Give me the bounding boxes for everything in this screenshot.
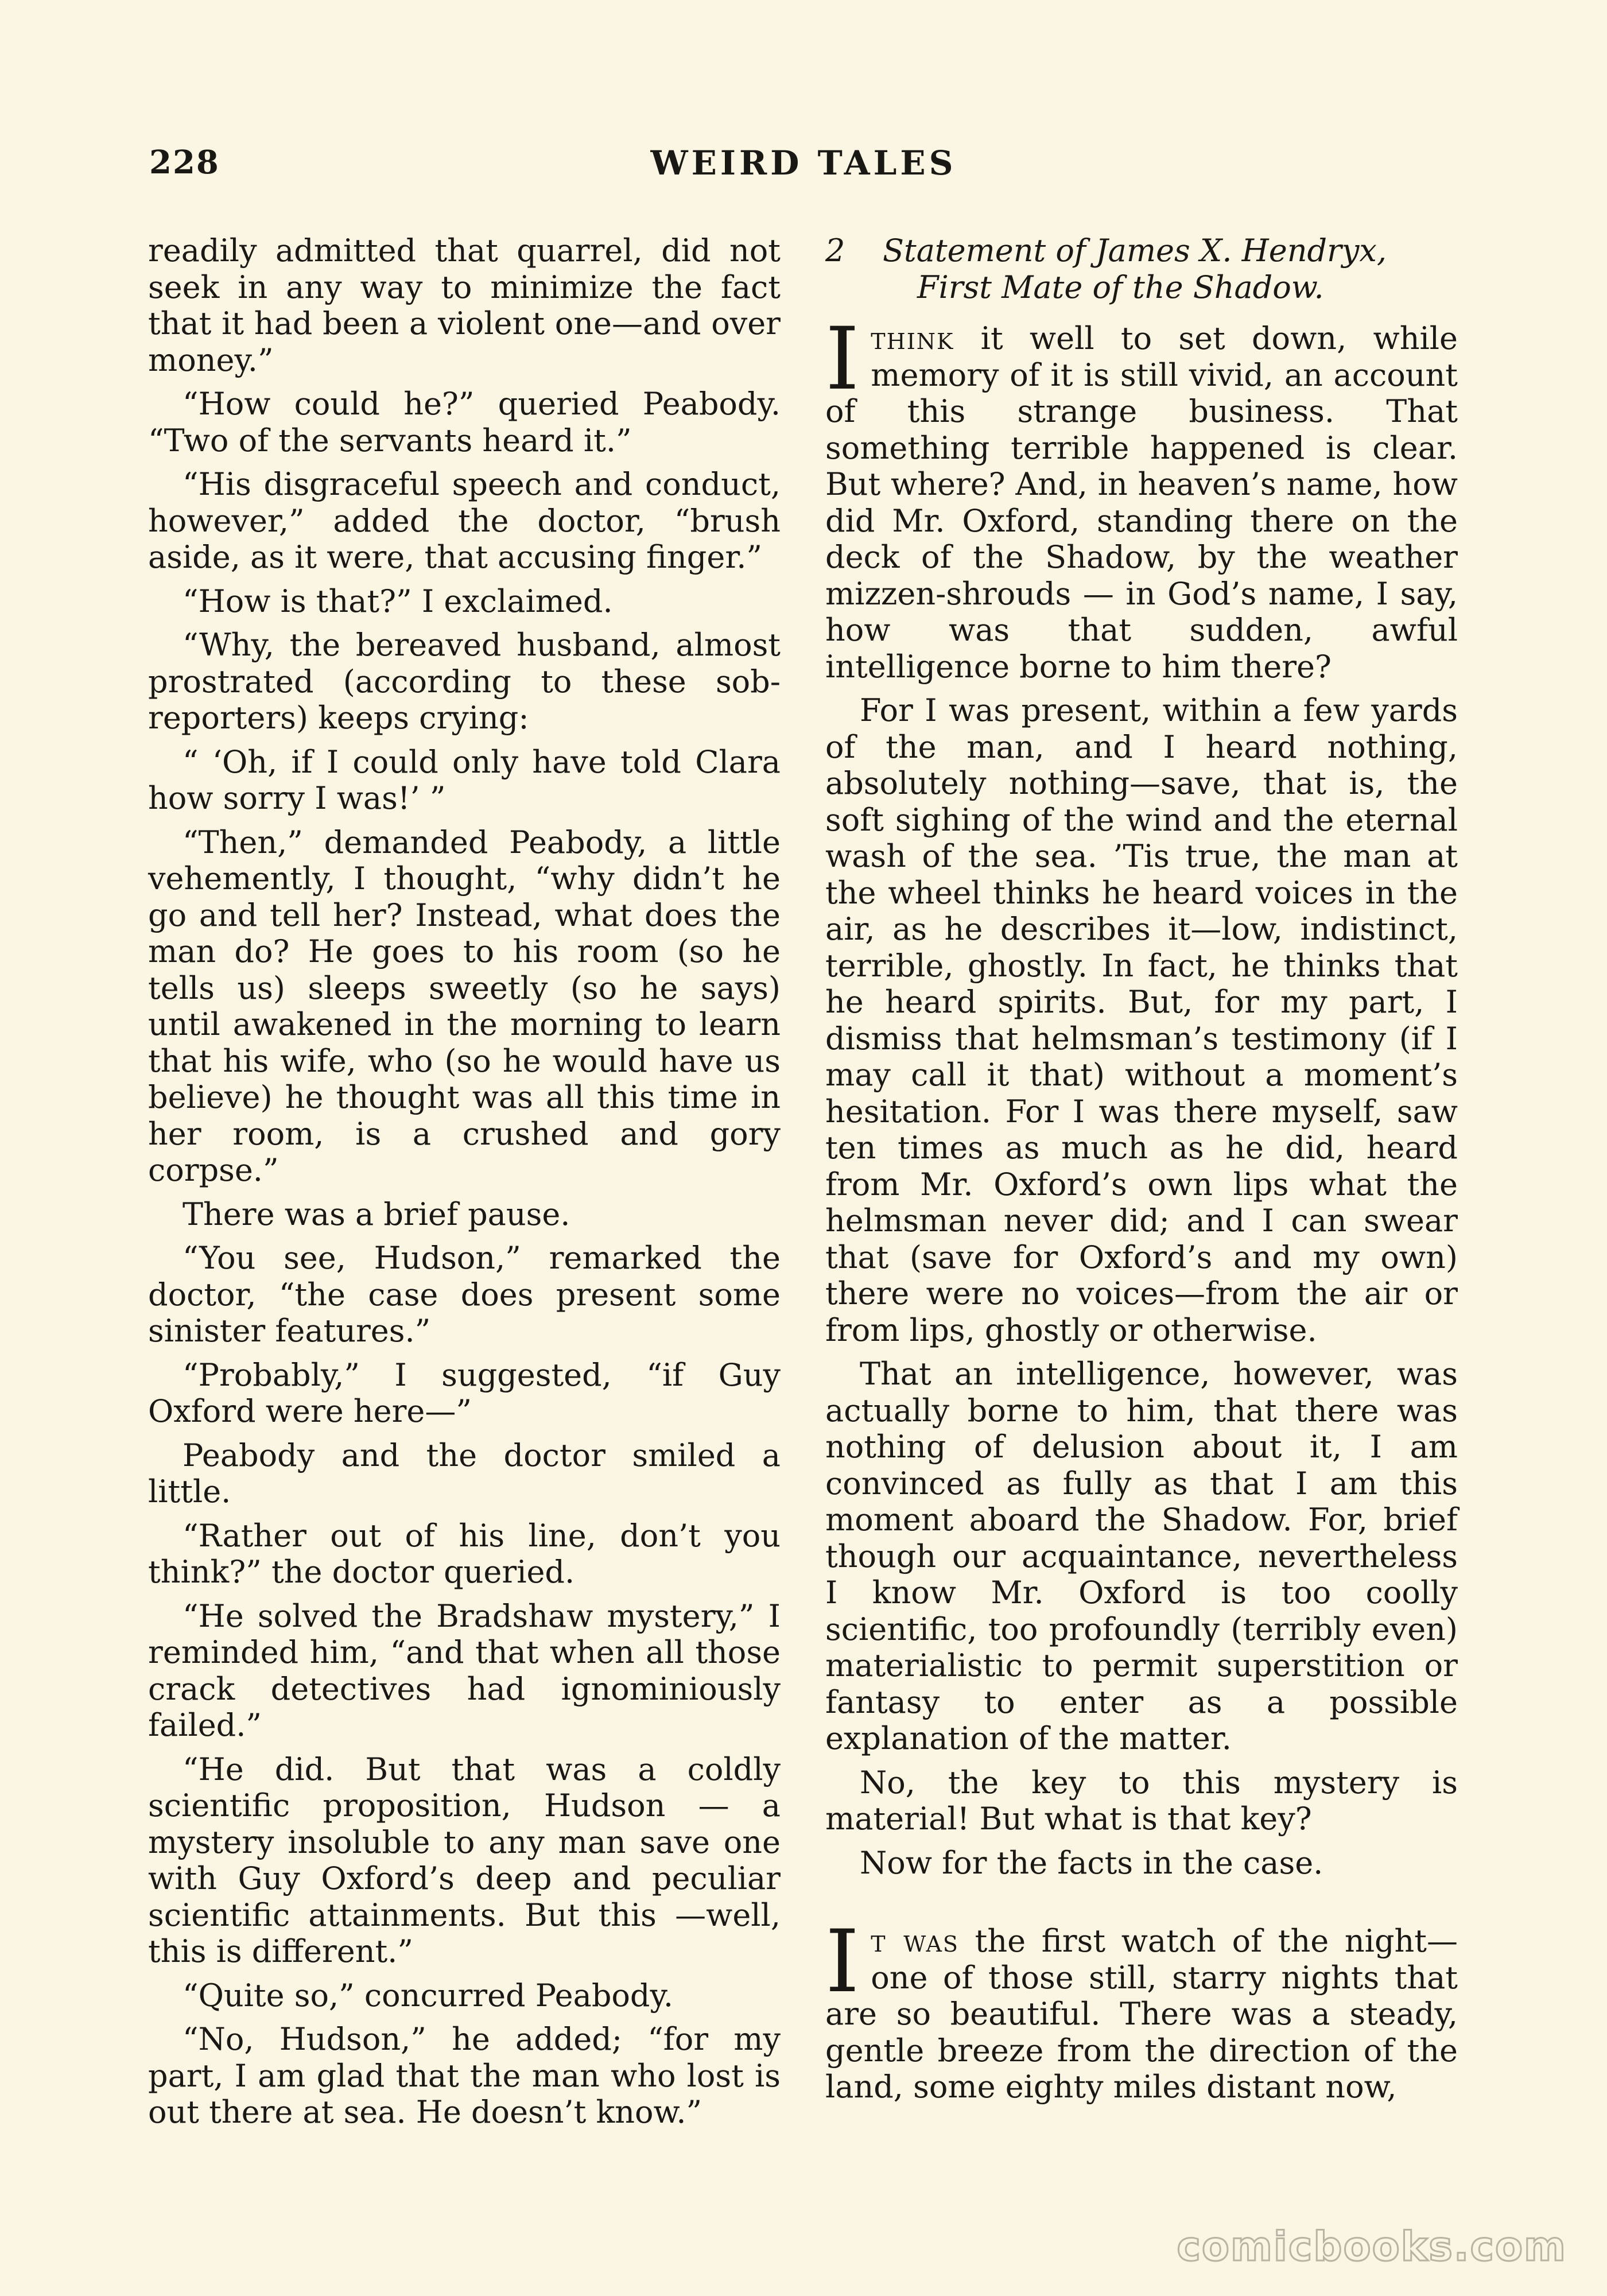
paragraph: “Then,” demanded Peabody, a little vehemently, I thought, “why didn’t he go and tell her? Instead, what does the man do? He goes to his room (so he tells us) sleeps sweetly (so he says) until awakened in the morning to learn that his wife, who (so he would have us believe) he thought was all this time in her room, is a crushed and gory corpse.” <box>148 824 781 1188</box>
paragraph: “Why, the bereaved husband, almost prostrated (according to these sob-reporters) keeps crying: <box>148 627 781 736</box>
small-caps-lead: t was <box>871 1923 959 1959</box>
statement-line-1: Statement of James X. Hendryx, <box>883 232 1387 269</box>
paragraph: “How could he?” queried Peabody. “Two of the servants heard it.” <box>148 386 781 459</box>
paragraph: Peabody and the doctor smiled a little. <box>148 1437 781 1510</box>
paragraph-text: it well to set down, while memory of it is still vivid, an account of this strange business. That something terrible happened is clear. But where? And, in heaven’s name, how did Mr. Oxford, standing there on the deck of the Shadow, by the weather mizzen-shrouds — in God’s name, I say, how was that sudden, awful intelligence borne to him there? <box>825 320 1458 685</box>
paragraph: That an intelligence, however, was actually borne to him, that there was nothing of delusion about it, I am convinced as fully as that I am this moment aboard the Shadow. For, brief though our acquaintance, nevertheless I know Mr. Oxford is too coolly scientific, too profoundly (terribly even) materialistic to permit superstition or fantasy to enter as a possible explanation of the matter. <box>825 1356 1458 1756</box>
page-number: 228 <box>149 144 220 181</box>
right-column <box>825 232 1458 2113</box>
small-caps-lead: think <box>871 320 954 356</box>
paragraph: “You see, Hudson,” remarked the doctor, “the case does present some sinister features.” <box>148 1240 781 1349</box>
statement-number: 2 <box>825 232 845 269</box>
paragraph: “He did. But that was a coldly scientific proposition, Hudson — a mystery insoluble to any man save one with Guy Oxford’s deep and peculiar scientific attainments. But this —well, this is different.” <box>148 1751 781 1969</box>
statement-line-2: First Mate of the Shadow. <box>917 269 1324 305</box>
paragraph: “No, Hudson,” he added; “for my part, I am glad that the man who lost is out there at sea. He doesn’t know.” <box>148 2021 781 2130</box>
paragraph: There was a brief pause. <box>183 1196 570 1232</box>
paragraph <box>825 1912 1458 2105</box>
paragraph: No, the key to this mystery is material! But what is that key? <box>825 1764 1458 1837</box>
paragraph-text: the first watch of the night—one of those still, starry nights that are so beautiful. There was a steady, gentle breeze from the direction of the land, some eighty miles distant now, <box>825 1923 1458 2105</box>
drop-cap: I <box>825 309 860 409</box>
page-header <box>149 144 1458 189</box>
paragraph: “How is that?” I exclaimed. <box>183 583 613 619</box>
paragraph: “His disgraceful speech and conduct, however,” added the doctor, “brush aside, as it were, that accusing finger.” <box>148 466 781 575</box>
watermark-logo: comicbooks.com <box>1177 2223 1567 2270</box>
paragraph: “He solved the Bradshaw mystery,” I reminded him, “and that when all those crack detectives had ignominiously failed.” <box>148 1597 781 1743</box>
magazine-title: WEIRD TALES <box>650 144 957 183</box>
paragraph: Now for the facts in the case. <box>860 1844 1323 1881</box>
paragraph: “ ‘Oh, if I could only have told Clara how sorry I was!’ ” <box>148 743 781 816</box>
paragraph: “Rather out of his line, don’t you think?” the doctor queried. <box>148 1517 781 1590</box>
paragraph: For I was present, within a few yards of the man, and I heard nothing, absolutely nothing—save, that is, the soft sighing of the wind and the eternal wash of the sea. ’Tis true, the man at the wheel thinks he heard voices in the air, as he describes it—low, indistinct, terrible, ghostly. In fact, he thinks that he heard spirits. But, for my part, I dismiss that helmsman’s testimony (if I may call it that) without a moment’s hesitation. For I was there myself, saw ten times as much as he did, heard from Mr. Oxford’s own lips what the helmsman never did; and I can swear that (save for Oxford’s and my own) there were no voices—from the air or from lips, ghostly or otherwise. <box>825 692 1458 1348</box>
paragraph: “Quite so,” concurred Peabody. <box>183 1977 673 2014</box>
paragraph <box>825 309 1458 685</box>
left-column <box>148 232 781 2138</box>
paragraph: “Probably,” I suggested, “if Guy Oxford were here—” <box>148 1356 781 1429</box>
drop-cap: I <box>825 1912 860 2012</box>
paragraph: readily admitted that quarrel, did not seek in any way to minimize the fact that it had been a violent one—and over money.” <box>148 232 781 378</box>
statement-heading <box>825 232 1458 306</box>
